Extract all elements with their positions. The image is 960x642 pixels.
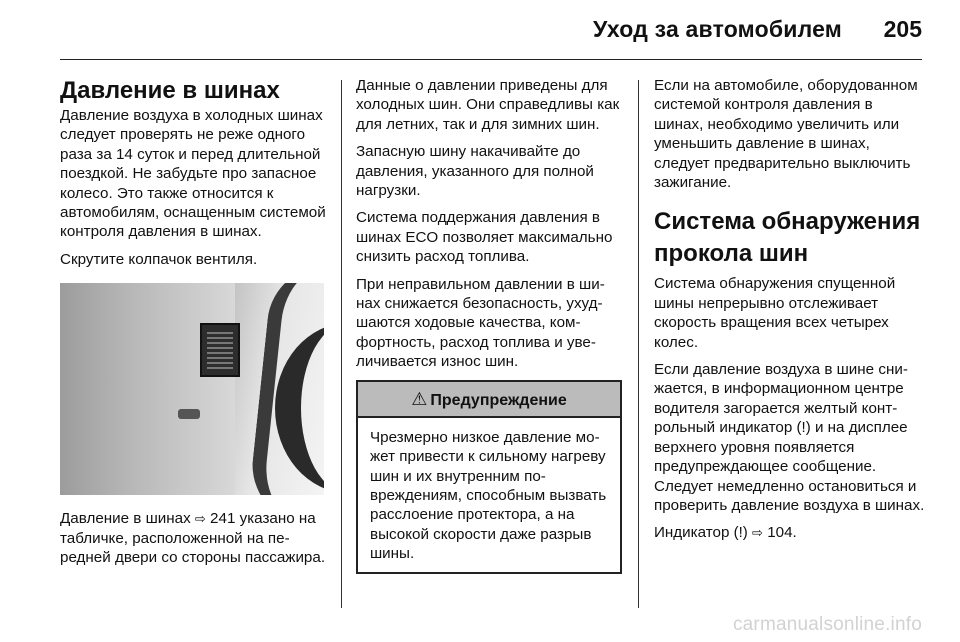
paragraph: Запасную шину накачивайте до давления, указанного для полной нагрузки. — [356, 143, 594, 200]
paragraph: Давление воздуха в холодных шинах следует проверять не реже одного раза за 14 суток и перед длительной поездкой. Не забудьте про запасное колесо. Это также относится к автомобилям, оснащенным системой контроля давления в шинах. — [60, 107, 326, 241]
page-reference-icon: ⇨ — [194, 511, 206, 527]
header-divider — [60, 59, 922, 60]
paragraph: Если давление воздуха в шине снижается, в информационном центре водителя загорается желтый контрольный индикатор (!) и на дисплее верхнего уровня появляется предупреждающее сообщение. Следует немедленно остановиться и проверить давление воздуха в шинах. — [654, 361, 925, 514]
paragraph: Система обнаружения спущенной шины непрерывно отслеживает скорость вращения всех четырех колес. — [654, 275, 896, 351]
column-2 — [356, 76, 622, 574]
tire-pressure-indicator-icon: (!) — [733, 524, 748, 542]
warning-header — [358, 382, 620, 418]
page-number: 205 — [883, 16, 922, 42]
warning-box — [356, 380, 622, 574]
door-latch — [178, 409, 200, 419]
column-1 — [60, 72, 326, 575]
section-title: Уход за автомобилем — [592, 16, 842, 42]
paragraph: Индикатор (!) ⇨ 104. — [654, 524, 797, 542]
page-reference-link[interactable]: 241 — [210, 510, 236, 528]
page-header — [0, 0, 960, 60]
paragraph: Система поддержания давления в шинах ECO позволяет максимально снизить расход топлива. — [356, 209, 613, 266]
photo-caption: Давление в шинах ⇨ 241 указано на табличке, расположенной на передней двери со стороны пассажира. — [60, 510, 326, 567]
warning-triangle-icon: ⚠ — [411, 388, 428, 409]
puncture-detection-heading: Система обнаружения прокола шин — [654, 208, 921, 268]
column-3 — [654, 76, 926, 551]
paragraph: Если на автомобиле, оборудованном системой контроля давления в шинах, необходимо увеличить или уменьшить давление в шинах, следует предварительно выключить зажигание. — [654, 77, 918, 192]
column-divider-2 — [638, 80, 639, 608]
tire-pressure-indicator-icon: (!) — [796, 419, 811, 437]
page-reference-link[interactable]: 104 — [767, 524, 793, 542]
page-reference-icon: ⇨ — [752, 525, 763, 541]
warning-title: Предупреждение — [430, 391, 567, 409]
door-pillar-photo — [60, 283, 324, 495]
door-panel — [60, 283, 235, 495]
paragraph: Данные о давлении приведены для холодных шин. Они справедливы как для летних, так и для зимних шин. — [356, 77, 620, 133]
warning-text: Чрезмерно низкое давление может привести к сильному нагреву шин и их внутренним повреждениям, способным вызвать расслоение протектора, а на высокой скорости даже разрыв шины. — [370, 428, 607, 563]
watermark: carmanualsonline.info — [732, 614, 922, 635]
paragraph: При неправильном давлении в шинах снижается безопасность, ухудшаются ходовые качества, комфортность, расход топлива и увеличивается износ шин. — [356, 275, 605, 371]
paragraph: Скрутите колпачок вентиля. — [60, 250, 258, 268]
column-divider-1 — [341, 80, 342, 608]
tire-pressure-plate — [200, 323, 240, 377]
tire-pressure-heading: Давление в шинах — [60, 77, 280, 104]
